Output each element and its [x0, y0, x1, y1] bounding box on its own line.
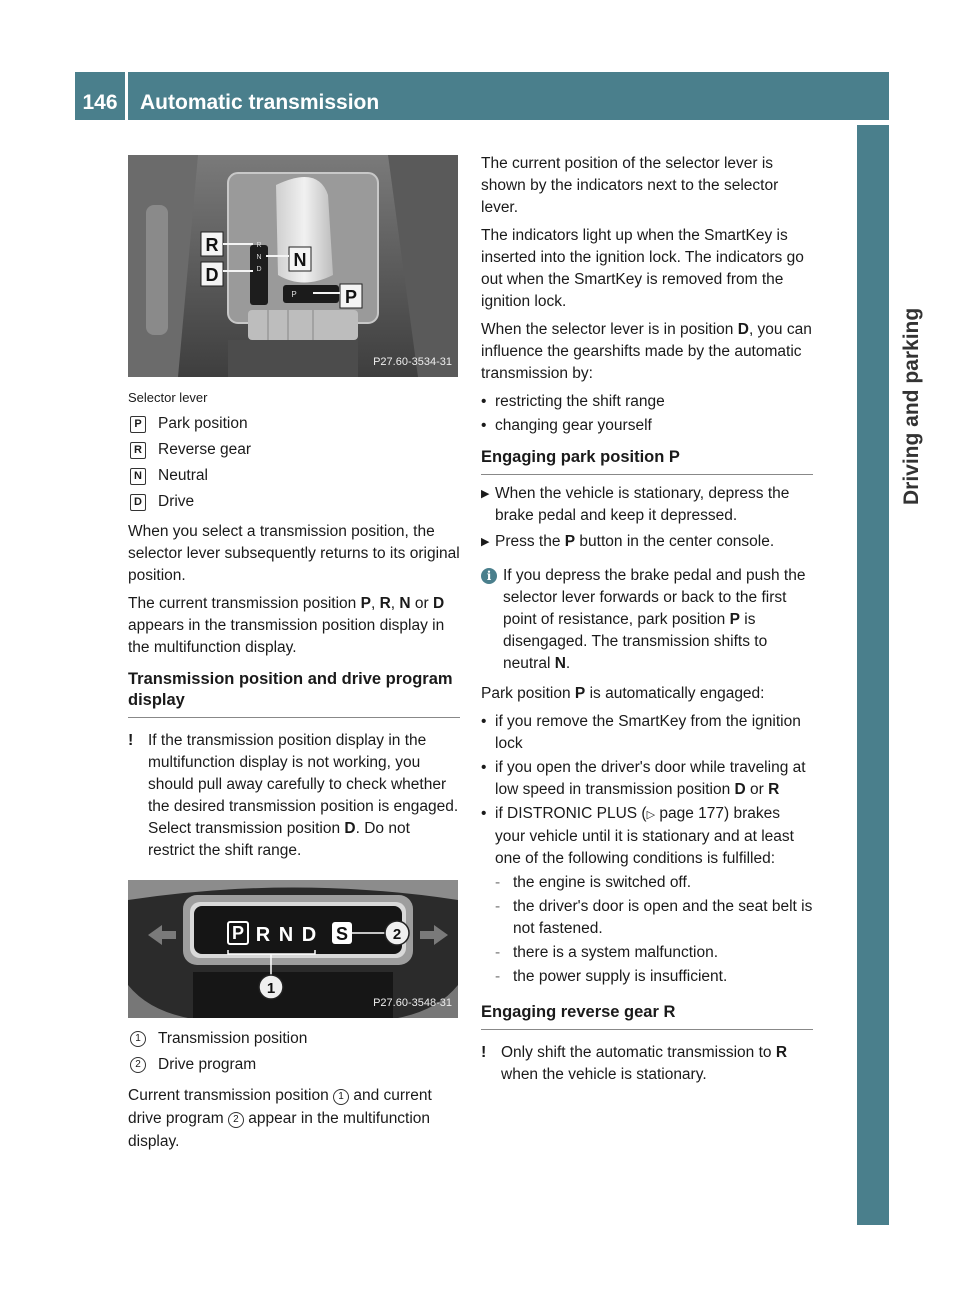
legend-label: Neutral [158, 467, 208, 484]
display-figure [128, 880, 458, 1018]
paragraph: Current transmission position 1 and current drive program 2 appear in the multifunction display. [128, 1087, 432, 1150]
callout-r: R [205, 235, 219, 255]
callout-p: P [344, 287, 358, 307]
right-column [481, 153, 813, 1094]
step: ▶ Press the P button in the center console. [481, 531, 813, 553]
header-separator [125, 72, 128, 120]
warning-icon: ! [128, 732, 134, 749]
paragraph: The current position of the selector lever is shown by the indicators next to the selector lever. [481, 155, 779, 216]
legend-label: Reverse gear [158, 441, 252, 458]
selector-lever-figure [128, 155, 458, 377]
paragraph: When the selector lever is in position D, you can influence the gearshifts made by the automatic transmission by: [481, 321, 812, 382]
callout-n: N [293, 250, 307, 270]
sub-list-item: - the power supply is insufficient. [495, 968, 728, 985]
figure-caption: Selector lever [128, 390, 208, 405]
figure-code: P27.60-3548-31 [373, 997, 452, 1009]
warning-note [481, 1042, 813, 1086]
page-ref-arrow-icon: ▷ [646, 809, 656, 821]
display-s: S [335, 924, 349, 944]
warning-text: If the transmission position display in the multifunction display is not working, you should pull away carefully to check whether the desired transmission position is engaged. Select transmission position D. Do not restrict the shift range. [148, 732, 459, 859]
figure-code: P27.60-3534-31 [373, 356, 452, 368]
side-tab [857, 125, 889, 1225]
paragraph: The current transmission position P, R, N or D appears in the transmission position display in the multifunction display. [128, 595, 445, 656]
legend-item [128, 491, 460, 513]
paragraph: The indicators light up when the SmartKey is inserted into the ignition lock. The indicators go out when the SmartKey is removed from the ignition lock. [481, 227, 804, 310]
key-icon-d: D [130, 494, 146, 511]
legend-item [128, 465, 460, 487]
page-title: Automatic transmission [140, 91, 380, 114]
list-item: • changing gear yourself [481, 417, 652, 434]
display-p: P [231, 923, 245, 943]
sub-list-item: - there is a system malfunction. [495, 944, 719, 961]
sub-list-item: - the engine is switched off. [495, 874, 692, 891]
display-n: N [278, 924, 294, 946]
paragraph: When you select a transmission position, the selector lever subsequently returns to its original position. [128, 523, 460, 584]
side-tab-label-wrap [895, 125, 929, 505]
console-r: R [256, 242, 262, 249]
selector-lever-illustration [128, 155, 458, 377]
key-icon-n: N [130, 468, 146, 485]
info-note [481, 565, 813, 675]
key-icon-p: P [130, 416, 146, 433]
sub-list-item: - the driver's door is open and the seat belt is not fastened. [495, 898, 813, 937]
legend-label: Drive [158, 493, 195, 510]
number-icon-1: 1 [333, 1089, 349, 1105]
step: ▶ When the vehicle is stationary, depress the brake pedal and keep it depressed. [481, 483, 813, 527]
number-icon-1: 1 [130, 1031, 146, 1047]
callout-d: D [205, 265, 219, 285]
number-icon-2: 2 [228, 1112, 244, 1128]
display-r: R [255, 924, 271, 946]
legend-label: Park position [158, 415, 248, 432]
step-arrow-icon: ▶ [481, 536, 490, 548]
legend-label: Drive program [158, 1056, 257, 1073]
list-item: • if you remove the SmartKey from the ignition lock [481, 713, 801, 752]
paragraph: Park position P is automatically engaged: [481, 685, 765, 702]
list-item: • if DISTRONIC PLUS (▷ page 177) brakes your vehicle until it is stationary and at least one of the following conditions is fulfilled: [481, 805, 794, 867]
page-number: 146 [82, 91, 118, 114]
legend-item [128, 439, 460, 461]
info-text: If you depress the brake pedal and push the selector lever forwards or back to the first point of resistance, park position P is disengaged. The transmission shifts to neutral N. [503, 567, 806, 672]
section-heading: Engaging park position P [481, 447, 813, 475]
legend-item [128, 413, 460, 435]
legend-item [128, 1054, 460, 1076]
legend-label: Transmission position [158, 1030, 308, 1047]
callout-1: 1 [266, 980, 276, 997]
key-icon-r: R [130, 442, 146, 459]
section-heading: Transmission position and drive program display [128, 669, 460, 718]
callout-2: 2 [392, 926, 402, 943]
warning-note [128, 730, 460, 862]
left-column [128, 155, 460, 1159]
step-arrow-icon: ▶ [481, 488, 490, 500]
info-icon: i [481, 568, 497, 584]
console-n: N [256, 254, 262, 261]
number-icon-2: 2 [130, 1057, 146, 1073]
warning-icon: ! [481, 1044, 487, 1061]
section-heading: Engaging reverse gear R [481, 1002, 813, 1030]
legend-item [128, 1028, 460, 1050]
display-d: D [301, 924, 317, 946]
console-p: P [291, 290, 297, 299]
list-item: • if you open the driver's door while traveling at low speed in transmission position D or R [481, 759, 806, 798]
console-d: D [256, 266, 262, 273]
list-item: • restricting the shift range [481, 393, 665, 410]
side-tab-label: Driving and parking [900, 307, 923, 505]
warning-text: Only shift the automatic transmission to R when the vehicle is stationary. [501, 1044, 788, 1083]
